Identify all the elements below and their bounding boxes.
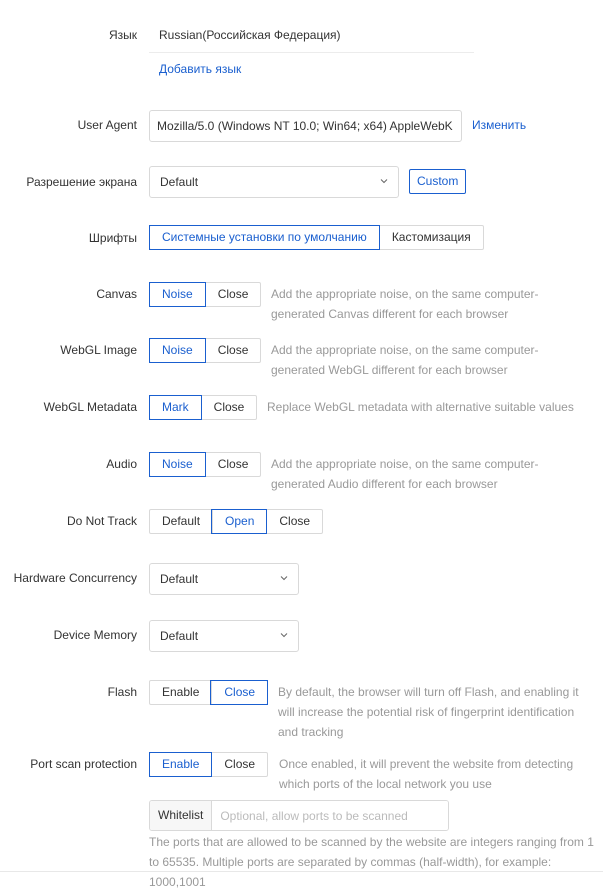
webgl-metadata-desc-line: Replace WebGL metadata with alternative suitable values	[267, 400, 574, 414]
hardware-concurrency-select[interactable]	[149, 563, 299, 595]
webgl-image-description	[271, 340, 539, 380]
port-scan-label: Port scan protection	[30, 757, 137, 771]
canvas-description	[271, 284, 539, 324]
audio-desc-line: Add the appropriate noise, on the same computer-	[271, 457, 539, 471]
flash-option-close[interactable]: Close	[211, 681, 267, 704]
webgl-metadata-toggle[interactable]	[149, 395, 257, 420]
add-language-link[interactable]: Добавить язык	[159, 62, 242, 76]
resolution-label: Разрешение экрана	[26, 175, 137, 189]
whitelist-addon-label: Whitelist	[150, 801, 212, 830]
chevron-down-icon	[280, 574, 288, 582]
whitelist-group	[149, 800, 449, 831]
do-not-track-option-default[interactable]: Default	[162, 514, 201, 528]
webgl-metadata-description	[267, 397, 574, 417]
user-agent-label: User Agent	[77, 118, 137, 132]
resolution-value: Default	[160, 175, 199, 189]
port-scan-desc-line: Once enabled, it will prevent the website from detecting	[279, 757, 574, 771]
flash-desc-line: will increase the potential risk of fingerprint identification	[278, 705, 575, 719]
webgl-image-option-noise[interactable]: Noise	[150, 339, 205, 362]
do-not-track-label: Do Not Track	[66, 514, 137, 528]
webgl-image-option-close[interactable]: Close	[205, 339, 261, 362]
custom-resolution-button[interactable]: Custom	[409, 169, 466, 194]
webgl-metadata-label: WebGL Metadata	[43, 400, 137, 414]
port-scan-toggle[interactable]	[149, 752, 268, 777]
language-divider	[149, 52, 474, 53]
fonts-toggle[interactable]	[149, 225, 484, 250]
audio-description	[271, 454, 539, 494]
canvas-label: Canvas	[96, 287, 137, 301]
fonts-option-default[interactable]: Системные установки по умолчанию	[150, 226, 379, 249]
do-not-track-toggle[interactable]	[149, 509, 323, 534]
audio-toggle[interactable]	[149, 452, 261, 477]
canvas-toggle[interactable]	[149, 282, 261, 307]
flash-desc-line: By default, the browser will turn off Flash, and enabling it	[278, 685, 579, 699]
port-scan-help-line: The ports that are allowed to be scanned by the website are integers ranging from 1	[149, 835, 594, 849]
port-scan-option-enable[interactable]: Enable	[150, 753, 211, 776]
flash-toggle[interactable]	[149, 680, 268, 705]
audio-option-noise[interactable]: Noise	[150, 453, 205, 476]
flash-label: Flash	[107, 685, 137, 699]
do-not-track-option-close[interactable]: Close	[266, 510, 322, 533]
canvas-option-noise[interactable]: Noise	[150, 283, 205, 306]
port-scan-description	[279, 754, 573, 794]
device-memory-select[interactable]	[149, 620, 299, 652]
chevron-down-icon	[380, 177, 388, 185]
port-scan-desc-line: which ports of the local network you use	[279, 777, 492, 791]
canvas-option-close[interactable]: Close	[205, 283, 261, 306]
fonts-label: Шрифты	[88, 231, 137, 245]
audio-label: Audio	[106, 457, 137, 471]
change-user-agent-link[interactable]: Изменить	[472, 118, 527, 132]
language-value[interactable]: Russian(Российская Федерация)	[159, 28, 341, 42]
whitelist-input[interactable]	[212, 801, 448, 830]
webgl-metadata-option-close[interactable]: Close	[201, 396, 257, 419]
canvas-desc-line: Add the appropriate noise, on the same computer-	[271, 287, 539, 301]
port-scan-help	[149, 832, 594, 892]
language-label: Язык	[108, 28, 137, 42]
user-agent-input[interactable]	[149, 110, 462, 142]
hardware-concurrency-label: Hardware Concurrency	[13, 571, 137, 585]
webgl-image-desc-line: Add the appropriate noise, on the same computer-	[271, 343, 539, 357]
do-not-track-option-open[interactable]: Open	[212, 510, 266, 533]
chevron-down-icon	[280, 631, 288, 639]
webgl-image-toggle[interactable]	[149, 338, 261, 363]
flash-desc-line: and tracking	[278, 725, 344, 739]
port-scan-help-line: 1000,1001	[149, 875, 206, 889]
hardware-concurrency-value: Default	[160, 572, 199, 586]
canvas-desc-line: generated Canvas different for each browser	[271, 307, 509, 321]
flash-option-enable[interactable]: Enable	[162, 685, 200, 699]
resolution-select[interactable]	[149, 166, 399, 198]
port-scan-option-close[interactable]: Close	[211, 753, 267, 776]
device-memory-label: Device Memory	[53, 628, 137, 642]
port-scan-help-line: to 65535. Multiple ports are separated by commas (half-width), for example:	[149, 855, 552, 869]
fonts-option-custom[interactable]: Кастомизация	[379, 226, 483, 249]
webgl-image-label: WebGL Image	[60, 343, 137, 357]
webgl-metadata-option-mark[interactable]: Mark	[150, 396, 201, 419]
user-agent-value: Mozilla/5.0 (Windows NT 10.0; Win64; x64) AppleWebK	[157, 119, 453, 133]
audio-desc-line: generated Audio different for each browser	[271, 477, 498, 491]
audio-option-close[interactable]: Close	[205, 453, 261, 476]
device-memory-value: Default	[160, 629, 199, 643]
flash-description	[278, 682, 579, 742]
webgl-image-desc-line: generated WebGL different for each browser	[271, 363, 508, 377]
